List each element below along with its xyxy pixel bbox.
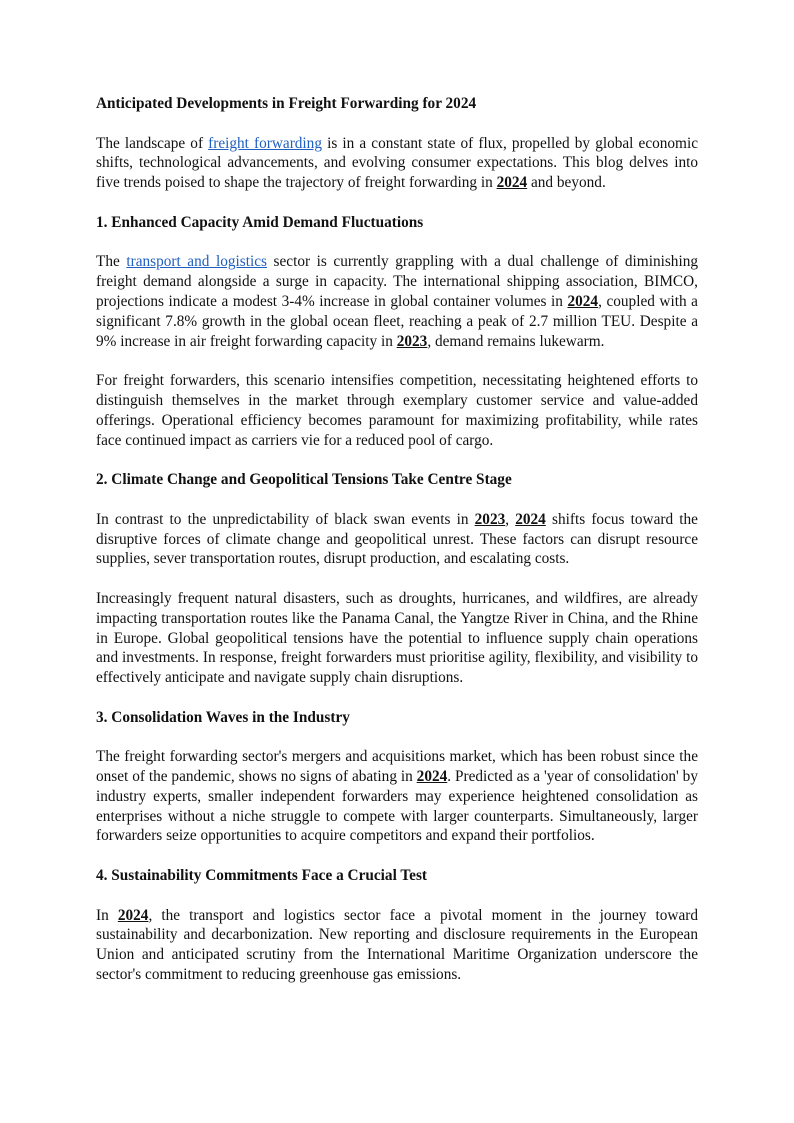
document-title: Anticipated Developments in Freight Forwarding for 2024 <box>96 95 477 112</box>
year-2024: 2024 <box>567 292 599 310</box>
year-2024: 2024 <box>416 768 448 786</box>
paragraph-text: sector is currently grappling with a dual challenge of diminishing freight demand alongside a surge in capacity. The international shipping association, BIMCO, projections indicate a modest 3-4% increase in global container volumes in <box>96 253 699 310</box>
year-2024: 2024 <box>117 906 149 924</box>
paragraph-text: , coupled with a significant 7.8% growth in the global ocean fleet, reaching a peak of 2.7 million TEU. Despite a 9% increase in air freight forwarding capacity in <box>96 292 698 350</box>
section-3-heading: 3. Consolidation Waves in the Industry <box>96 708 350 726</box>
year-2023: 2023 <box>396 332 428 350</box>
section-2-paragraph-2: Increasingly frequent natural disasters, such as droughts, hurricanes, and wildfires, are already impacting transportation routes like the Panama Canal, the Yangtze River in China, and the Rhine in Europe. Global geopolitical tensions have the potential to influence supply chain operations and investments. In response, freight forwarders must prioritise agility, flexibility, and visibility to effectively anticipate and navigate supply chain disruptions. <box>96 589 698 687</box>
paragraph-text: shifts focus toward the disruptive forces of climate change and geopolitical unrest. These factors can disrupt resource supplies, sever transportation routes, disrupt production, and escalating costs. <box>96 510 698 568</box>
section-4-paragraph-1 <box>96 906 698 985</box>
intro-text: The landscape of <box>96 134 209 152</box>
section-2-heading: 2. Climate Change and Geopolitical Tensions Take Centre Stage <box>96 471 512 489</box>
transport-and-logistics-link[interactable]: transport and logistics <box>126 253 267 271</box>
paragraph-text: , <box>505 510 516 528</box>
section-2-paragraph-1 <box>96 510 698 569</box>
section-1-heading: 1. Enhanced Capacity Amid Demand Fluctuations <box>96 213 424 231</box>
intro-text: is in a constant state of flux, propelled by global economic shifts, technological advancements, and evolving consumer expectations. This blog delves into five trends poised to shape the trajectory of freight forwarding in <box>96 134 698 192</box>
paragraph-text: The <box>96 253 127 271</box>
paragraph-text: In <box>96 906 118 924</box>
paragraph-text: , the transport and logistics sector face a pivotal moment in the journey toward sustainability and decarbonization. New reporting and disclosure requirements in the European Union and anticipated scrutiny from the International Maritime Organization underscore the sector's commitment to reducing greenhouse gas emissions. <box>96 906 698 984</box>
section-1-paragraph-2: For freight forwarders, this scenario intensifies competition, necessitating heightened efforts to distinguish themselves in the market through exemplary customer service and value-added offerings. Operational efficiency becomes paramount for maximizing profitability, while rates face continued impact as carriers vie for a reduced pool of cargo. <box>96 372 698 449</box>
section-1-paragraph-1 <box>96 252 698 351</box>
year-2024: 2024 <box>496 174 528 192</box>
paragraph-text: , demand remains lukewarm. <box>427 332 605 350</box>
paragraph-text: The freight forwarding sector's mergers and acquisitions market, which has been robust since the onset of the pandemic, shows no signs of abating in <box>96 748 698 786</box>
intro-text: and beyond. <box>527 174 606 192</box>
paragraph-text: In contrast to the unpredictability of black swan events in <box>96 510 475 528</box>
paragraph-text: . Predicted as a 'year of consolidation' by industry experts, smaller independent forwarders may experience heightened consolidation as enterprises without a niche struggle to compete with larger counterparts. Simultaneously, larger forwarders seize opportunities to acquire competitors and expand their portfolios. <box>96 768 698 845</box>
intro-paragraph <box>96 134 698 193</box>
document-page <box>96 94 698 1005</box>
section-3-paragraph-1 <box>96 747 698 846</box>
freight-forwarding-link[interactable]: freight forwarding <box>208 134 322 152</box>
year-2023: 2023 <box>474 510 506 528</box>
year-2024: 2024 <box>515 510 546 528</box>
section-4-heading: 4. Sustainability Commitments Face a Crucial Test <box>96 867 428 885</box>
